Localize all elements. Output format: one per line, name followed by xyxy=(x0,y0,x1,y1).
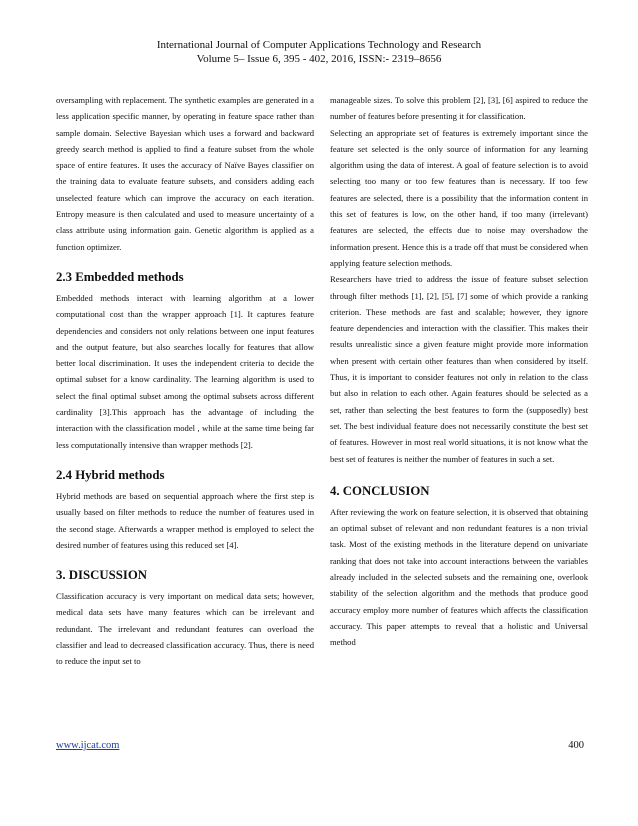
conclusion-paragraph: After reviewing the work on feature selection, it is observed that obtaining an optimal subset of relevant and non redundant features is a non trivial task. Most of the existing methods in the literature depend on univariate ranking that does not take into account interactions between the variables already included in the selected subsets and the remaining one, overlook stability of the selection algorithm and the methods that produce good accuracy employ more number of features which affects the classification accuracy. This paper attempts to reveal that a holistic and Universal method xyxy=(330,506,588,648)
right-column xyxy=(330,92,588,651)
page-footer xyxy=(56,739,584,753)
section-heading-discussion: 3. DISCUSSION xyxy=(56,568,148,583)
section-heading-conclusion: 4. CONCLUSION xyxy=(330,483,430,498)
left-column xyxy=(56,92,314,670)
feature-selection-paragraph: Selecting an appropriate set of features is extremely important since the feature set selected is the only source of information for any learning algorithm using the data of interest. A goal of feature selection is to avoid selecting too many or too few features than is necessary. If too few features are selected, there is a possibility that the information content in this set of features is low, on the other hand, if too many (irrelevant) features are selected, the effects due to noise may overshadow the information present. Hence this is a trade off that must be considered when applying feature selection methods. xyxy=(330,127,588,268)
researchers-paragraph: Researchers have tried to address the issue of feature subset selection through filter methods [1], [2], [5], [7] some of which provide a ranking criterion. These methods are fast and scalable; however, they ignore feature dependencies and interaction with the classifier. This makes their results unrealistic since a given feature might provide more information when present with certain other features than when considered by itself. Thus, it is important to consider features not only in relation to the class but also in relation to each other. Again features should be selected as a set, rather than selecting the best features to form the (supposedly) best set. The best individual feature does not necessarily constitute the best set of features. However in most real world situations, it is not know what the best set of features is neither the number of features in such a set. xyxy=(330,274,588,464)
journal-url-link[interactable]: www.ijcat.com xyxy=(56,740,120,751)
continued-paragraph: manageable sizes. To solve this problem [2], [3], [6] aspired to reduce the number of features before presenting it for classification. xyxy=(330,95,588,122)
section-heading-hybrid: 2.4 Hybrid methods xyxy=(56,467,165,482)
embedded-paragraph: Embedded methods interact with learning algorithm at a lower computational cost than the wrapper approach [1]. It captures feature dependencies and considers not only relations between one input features and the output feature, but also searches locally for features that allow better local discrimination. It uses the independent criteria to decide the optimal subset for a know cardinality. The learning algorithm is used to select the final optimal subset among the optimal subsets across different cardinality [3].This approach has the advantage of including the interaction with the classification model , while at the same time being far less computationally intensive than wrapper methods [2]. xyxy=(56,292,314,450)
section-heading-embedded: 2.3 Embedded methods xyxy=(56,269,184,284)
journal-volume: Volume 5– Issue 6, 395 - 402, 2016, ISSN:- 2319–8656 xyxy=(196,53,442,65)
discussion-paragraph: Classification accuracy is very important on medical data sets; however, medical data sets have many features which can be irrelevant and redundant. The irrelevant and redundant features can overload the classifier and lead to decreased classification accuracy. Thus, there is need to reduce the input set to xyxy=(56,591,314,667)
intro-paragraph: oversampling with replacement. The synthetic examples are generated in a less application specific manner, by operating in feature space rather than sample domain. Selective Bayesian which uses a forward and backward greedy search method is applied to find a feature subset from the whole space of entire features. It uses the accuracy of Naïve Bayes classifier on the training data to evaluate feature subsets, and considers adding each unselected feature which can improve the accuracy on each iteration. Entropy measure is then calculated and used to measure uncertainty of a class attribute using information gain. Genetic algorithm is applied as a function optimizer. xyxy=(56,95,314,252)
journal-title: International Journal of Computer Applications Technology and Research xyxy=(156,39,482,51)
page-number: 400 xyxy=(568,740,584,751)
page-header xyxy=(0,38,638,66)
hybrid-paragraph: Hybrid methods are based on sequential approach where the first step is usually based on filter methods to reduce the number of features used in the second stage. Afterwards a wrapper method is employed to select the desired number of features using this reduced set [4]. xyxy=(56,490,314,550)
